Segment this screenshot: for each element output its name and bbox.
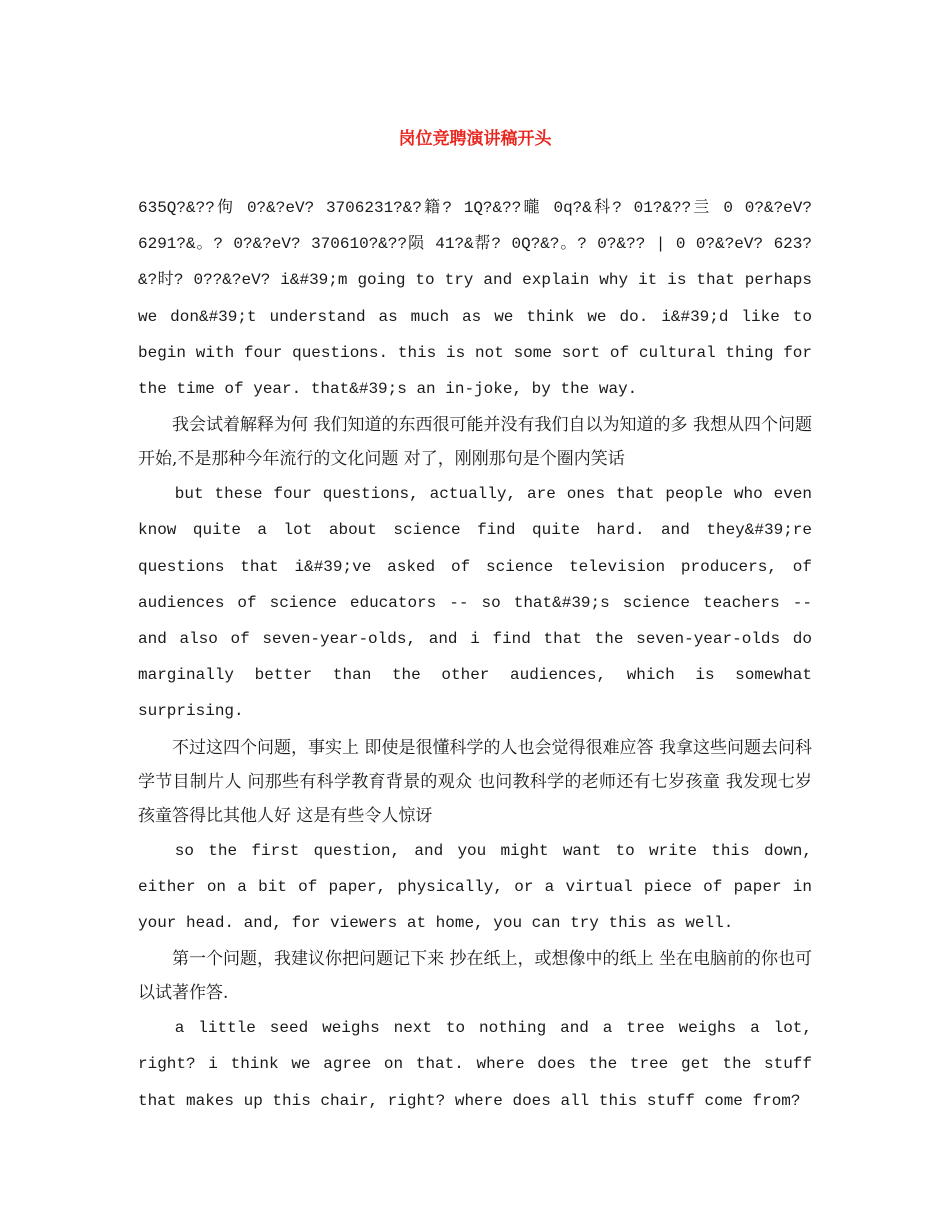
paragraph-6: 第一个问题，我建议你把问题记下来 抄在纸上，或想像中的纸上 坐在电脑前的你也可以试著作答.: [138, 949, 812, 1004]
paragraph-5: so the first question, and you might want to write this down, either on a bit of paper, physically, or a virtual piece of paper in your head. and, for viewers at home, you can try this as well.: [138, 841, 812, 933]
document-body: [138, 190, 812, 1119]
paragraph-3: but these four questions, actually, are ones that people who even know quite a lot about science find quite hard. and they&#39;re questions that i&#39;ve asked of science television producers, of audiences of science educators -- so that&#39;s science teachers -- and also of seven-year-olds, and i find that the seven-year-olds do marginally better than the other audiences, which is somewhat surprising.: [138, 485, 812, 721]
paragraph-7: a little seed weighs next to nothing and a tree weighs a lot, right? i think we agree on that. where does the tree get the stuff that makes up this chair, right? where does all this stuff come from?: [138, 1019, 812, 1110]
paragraph-2: 我会试着解释为何 我们知道的东西很可能并没有我们自以为知道的多 我想从四个问题开始,不是那种今年流行的文化问题 对了，刚刚那句是个圈内笑话: [138, 415, 812, 470]
document-title: 岗位竞聘演讲稿开头: [398, 129, 552, 149]
paragraph-4: 不过这四个问题，事实上 即使是很懂科学的人也会觉得很难应答 我拿这些问题去问科学节目制片人 问那些有科学教育背景的观众 也问教科学的老师还有七岁孩童 我发现七岁孩童答得比其他人好 这是有些令人惊讶: [138, 737, 812, 826]
paragraph-1: 635Q?&??佝 0?&?eV? 3706231?&?籍? 1Q?&??曨 0q?&科? 01?&??亖 0 0?&?eV? 6291?&。? 0?&?eV? 370610?&??陨 41?&帮? 0Q?&?。? 0?&?? | 0 0?&?eV? 623?&?时? 0??&?eV? i&#39;m going to try and explain why it is that perhaps we don&#39;t understand as much as we think we do. i&#39;d like to begin with four questions. this is not some sort of cultural thing for the time of year. that&#39;s an in-joke, by the way.: [138, 199, 812, 399]
